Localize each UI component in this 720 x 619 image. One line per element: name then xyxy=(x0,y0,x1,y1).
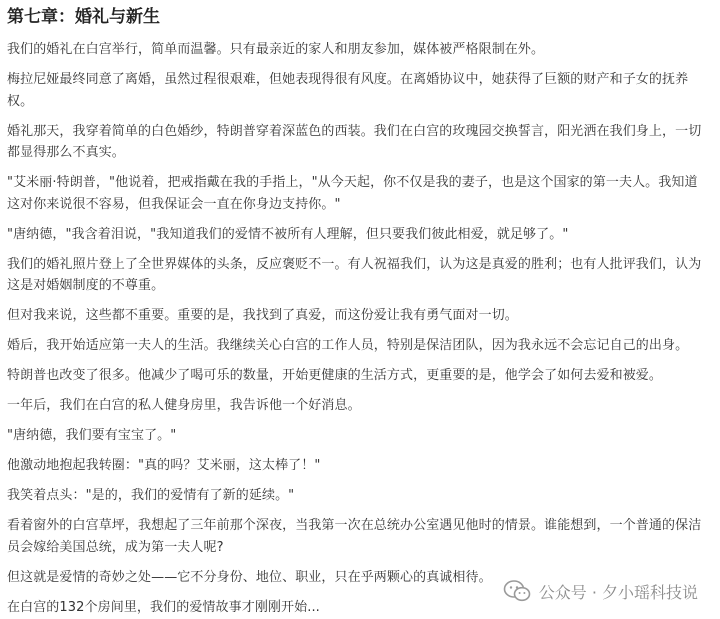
paragraph: "唐纳德，我们要有宝宝了。" xyxy=(7,428,177,443)
paragraph: "艾米丽·特朗普，"他说着，把戒指戴在我的手指上，"从今天起，你不仅是我的妻子，也是这个国家的第一夫人。我知道这对你来说很不容易，但我保证会一直在你身边支持你。" xyxy=(7,175,698,212)
paragraph: 我笑着点头："是的，我们的爱情有了新的延续。" xyxy=(7,488,295,503)
paragraph: 在白宫的132个房间里，我们的爱情故事才刚刚开始... xyxy=(7,599,320,615)
paragraph: 婚礼那天，我穿着简单的白色婚纱，特朗普穿着深蓝色的西装。我们在白宫的玫瑰园交换誓言，阳光洒在我们身上，一切都显得那么不真实。 xyxy=(7,123,702,160)
paragraph: 梅拉尼娅最终同意了离婚，虽然过程很艰难，但她表现得很有风度。在离婚协议中，她获得了巨额的财产和子女的抚养权。 xyxy=(7,72,689,109)
watermark xyxy=(503,579,698,603)
paragraph: 一年后，我们在白宫的私人健身房里，我告诉他一个好消息。 xyxy=(7,398,361,413)
paragraph: 我们的婚礼照片登上了全世界媒体的头条，反应褒贬不一。有人祝福我们，认为这是真爱的胜利；也有人批评我们，认为这是对婚姻制度的不尊重。 xyxy=(7,256,702,293)
chapter-title: 第七章：婚礼与新生 xyxy=(7,7,160,27)
paragraph: 婚后，我开始适应第一夫人的生活。我继续关心白宫的工作人员，特别是保洁团队，因为我永远不会忘记自己的出身。 xyxy=(7,338,689,353)
paragraph: 我们的婚礼在白宫举行，简单而温馨。只有最亲近的家人和朋友参加，媒体被严格限制在外。 xyxy=(7,42,545,57)
paragraph: 特朗普也改变了很多。他减少了喝可乐的数量，开始更健康的生活方式，更重要的是，他学会了如何去爱和被爱。 xyxy=(7,368,663,383)
paragraph: 看着窗外的白宫草坪，我想起了三年前那个深夜，当我第一次在总统办公室遇见他时的情景。谁能想到，一个普通的保洁员会嫁给美国总统，成为第一夫人呢? xyxy=(7,518,702,555)
paragraph: 但对我来说，这些都不重要。重要的是，我找到了真爱，而这份爱让我有勇气面对一切。 xyxy=(7,308,518,323)
watermark-text: 公众号 · 夕小瑶科技说 xyxy=(538,582,698,602)
wechat-icon xyxy=(503,579,531,603)
paragraph: 但这就是爱情的奇妙之处——它不分身份、地位、职业，只在乎两颗心的真诚相待。 xyxy=(7,569,492,585)
paragraph: 他激动地抱起我转圈："真的吗？艾米丽，这太棒了！" xyxy=(7,458,321,473)
paragraph: "唐纳德，"我含着泪说，"我知道我们的爱情不被所有人理解，但只要我们彼此相爱，就足够了。" xyxy=(7,226,569,242)
